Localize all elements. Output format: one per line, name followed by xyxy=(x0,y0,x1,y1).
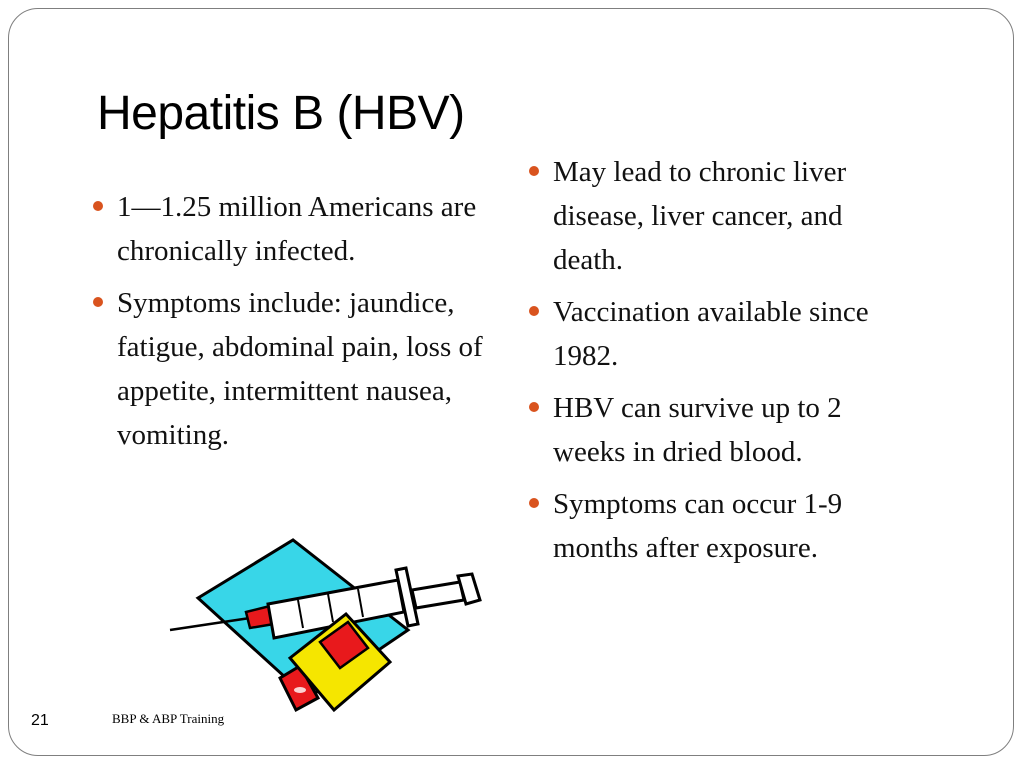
bullet-text: 1—1.25 million Americans are chronically infected. xyxy=(117,191,477,267)
slide-title: Hepatitis B (HBV) xyxy=(97,87,465,140)
bullet-text: May lead to chronic liver disease, liver cancer, and death. xyxy=(553,156,847,276)
bullet-item xyxy=(88,185,493,273)
bullet-dot-icon xyxy=(529,498,539,508)
right-bullet-list xyxy=(524,150,909,578)
bullet-text: Symptoms include: jaundice, fatigue, abdominal pain, loss of appetite, intermittent nausea, vomiting. xyxy=(117,287,483,451)
bullet-text: HBV can survive up to 2 weeks in dried blood. xyxy=(553,392,842,468)
bullet-item xyxy=(524,290,909,378)
footer-text: BBP & ABP Training xyxy=(112,711,225,726)
left-bullet-list xyxy=(88,185,493,465)
bullet-item xyxy=(524,386,909,474)
bullet-dot-icon xyxy=(93,297,103,307)
page-number: 21 xyxy=(31,712,49,729)
bullet-dot-icon xyxy=(529,166,539,176)
syringe-and-vial-icon xyxy=(168,538,488,723)
bullet-item xyxy=(524,150,909,282)
bullet-dot-icon xyxy=(529,402,539,412)
bullet-item xyxy=(88,281,493,457)
bullet-dot-icon xyxy=(93,201,103,211)
bullet-item xyxy=(524,482,909,570)
bullet-text: Symptoms can occur 1-9 months after exposure. xyxy=(553,488,843,564)
bullet-dot-icon xyxy=(529,306,539,316)
bullet-text: Vaccination available since 1982. xyxy=(553,296,869,372)
